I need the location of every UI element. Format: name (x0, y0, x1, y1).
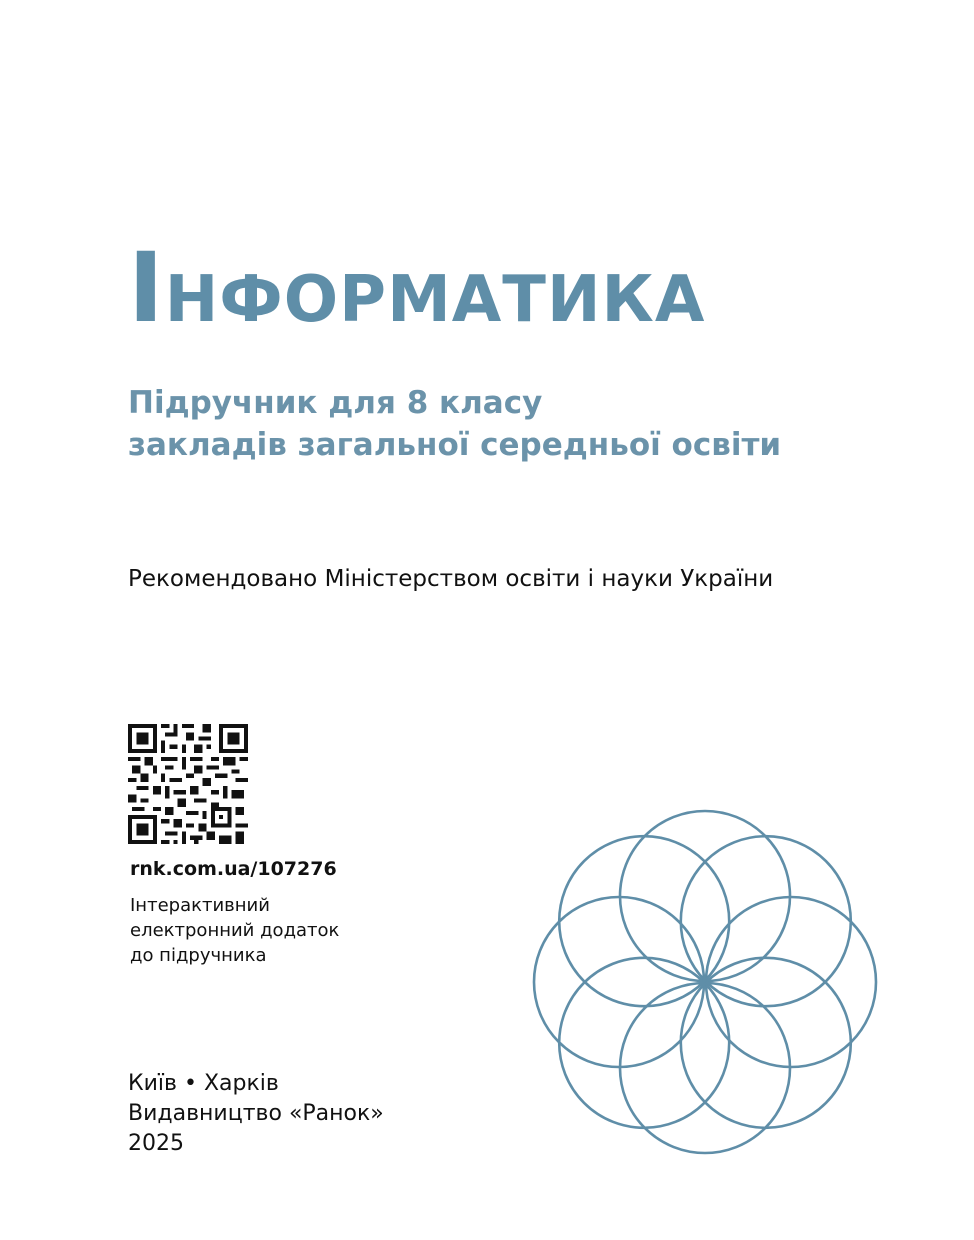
subtitle-line-2: закладів загальної середньої освіти (128, 427, 782, 463)
imprint-cities: Київ • Харків (128, 1071, 279, 1096)
addon-description-line-1: Інтерактивний (130, 895, 270, 916)
ornament-circle (559, 836, 729, 1006)
addon-description-line-3: до підручника (130, 945, 267, 966)
qr-code-icon[interactable] (128, 724, 248, 844)
imprint-year: 2025 (128, 1131, 184, 1156)
ministry-recommendation: Рекомендовано Міністерством освіти і науки України (128, 566, 774, 592)
addon-url[interactable]: rnk.com.ua/107276 (130, 858, 337, 880)
flower-of-life-ornament (520, 800, 890, 1170)
addon-description-line-2: електронний додаток (130, 920, 340, 941)
subtitle-line-1: Підручник для 8 класу (128, 385, 543, 421)
title-first-letter: І (128, 232, 165, 344)
book-title (128, 232, 706, 344)
title-rest: НФОРМАТИКА (164, 263, 706, 337)
imprint-publisher: Видавництво «Ранок» (128, 1101, 384, 1126)
